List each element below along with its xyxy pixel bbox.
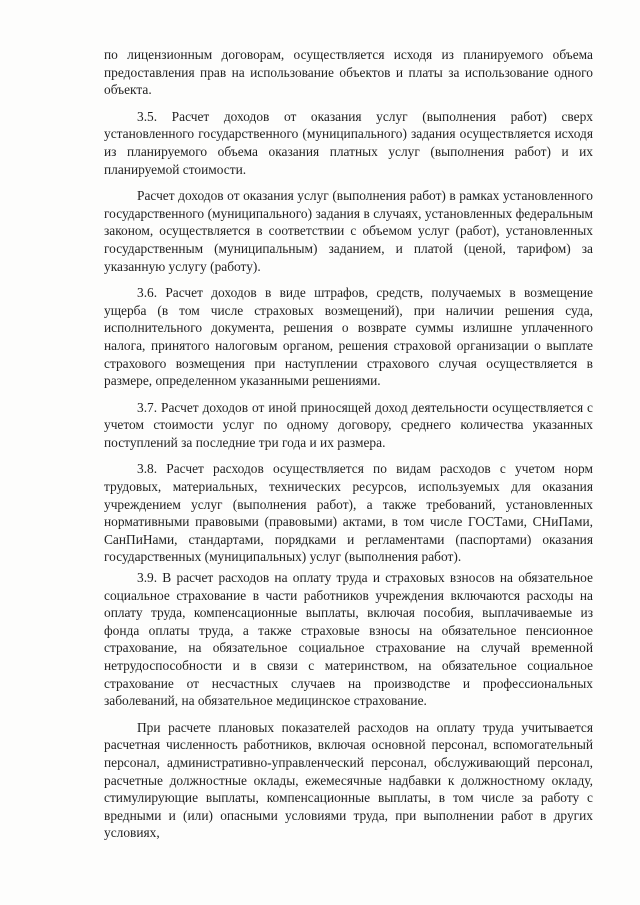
paragraph-3-8: 3.8. Расчет расходов осуществляется по видам расходов с учетом норм трудовых, материальных, технических ресурсов, используемых для оказания учреждением услуг (выполнения работ), а также требований, установленных нормативными правовыми (правовыми) актами, в том числе ГОСТами, СНиПами, СанПиНами, стандартами, порядками и регламентами (паспортами) оказания государственных (муниципальных) услуг (выполнения работ). (104, 461, 593, 565)
document-body (104, 46, 593, 842)
paragraph-3-5: 3.5. Расчет доходов от оказания услуг (выполнения работ) сверх установленного государственного (муниципального) задания осуществляется исходя из планируемого объема оказания платных услуг (выполнения работ) и их планируемой стоимости. (104, 108, 593, 177)
paragraph-3-5-cont: Расчет доходов от оказания услуг (выполнения работ) в рамках установленного государственного (муниципального) задания в случаях, установленных федеральным законом, осуществляется в соответствии с объемом услуг (работ), установленных государственным (муниципальным) заданием, и платой (ценой, тарифом) за указанную услугу (работу). (104, 188, 593, 274)
paragraph-3-9-cont: При расчете плановых показателей расходов на оплату труда учитывается расчетная численность работников, включая основной персонал, вспомогательный персонал, административно-управленческий персонал, обслуживающий персонал, расчетные должностные оклады, ежемесячные надбавки к должностному окладу, стимулирующие выплаты, компенсационные выплаты, в том числе за работу с вредными и (или) опасными условиями труда, при выполнении работ в других условиях, (104, 719, 593, 841)
paragraph-3-6: 3.6. Расчет доходов в виде штрафов, средств, получаемых в возмещение ущерба (в том числе страховых возмещений), при наличии решения суда, исполнительного документа, решения о возврате суммы излишне уплаченного налога, принятого налоговым органом, решения страховой организации о выплате страхового возмещения при наступлении страхового случая осуществляется в размере, определенном указанными решениями. (104, 285, 593, 389)
paragraph-0: по лицензионным договорам, осуществляется исходя из планируемого объема предоставления прав на использование объектов и платы за использование одного объекта. (104, 47, 593, 98)
paragraph-3-7: 3.7. Расчет доходов от иной приносящей доход деятельности осуществляется с учетом стоимости услуг по одному договору, среднего количества указанных поступлений за последние три года и их размера. (104, 399, 593, 450)
paragraph-3-9: 3.9. В расчет расходов на оплату труда и страховых взносов на обязательное социальное страхование в части работников учреждения включаются расходы на оплату труда, компенсационные выплаты, включая пособия, выплачиваемые из фонда оплаты труда, а также страховые взносы на обязательное пенсионное страхование, на обязательное социальное страхование на случай временной нетрудоспособности и в связи с материнством, на обязательное социальное страхование от несчастных случаев на производстве и профессиональных заболеваний, на обязательное медицинское страхование. (104, 570, 593, 709)
